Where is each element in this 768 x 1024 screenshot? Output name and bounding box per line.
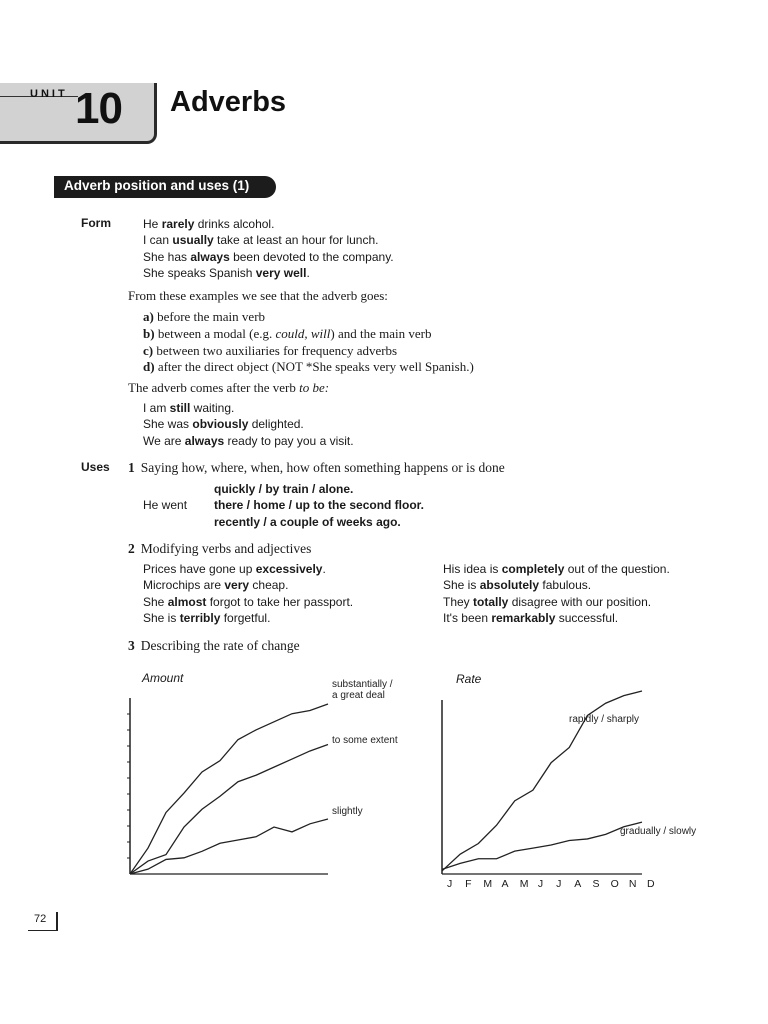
- series-line-1: [442, 822, 642, 869]
- use-heading-2: 2 Modifying verbs and adjectives: [128, 541, 312, 556]
- month-tick-label: M: [519, 878, 530, 890]
- month-tick-label: S: [592, 878, 601, 890]
- month-tick-label: N: [628, 878, 638, 890]
- option-line: quickly / by train / alone.: [214, 482, 354, 496]
- form-examples: [143, 216, 394, 281]
- month-tick-label: O: [610, 878, 620, 890]
- month-tick-label: D: [647, 878, 656, 890]
- example-line: It's been remarkably successful.: [443, 610, 619, 625]
- series-label-gradually: gradually / slowly: [620, 826, 697, 837]
- unit-number: 10: [75, 84, 122, 133]
- page-number: 72: [34, 913, 47, 925]
- he-went: He went: [143, 498, 188, 512]
- section-title: Adverb position and uses (1): [64, 178, 250, 193]
- series-label-rapidly: rapidly / sharply: [569, 714, 640, 725]
- example-line: He rarely drinks alcohol.: [143, 217, 275, 231]
- amount-chart: [126, 688, 336, 880]
- rule-list: [143, 309, 474, 376]
- example-line: She speaks Spanish very well.: [143, 265, 310, 280]
- series-line-2: [130, 819, 328, 874]
- unit-label: UNIT: [30, 88, 68, 100]
- example-line: She was obviously delighted.: [143, 417, 304, 432]
- use-heading-1: 1 Saying how, where, when, how often something happens or is done: [128, 460, 505, 475]
- form-intro: From these examples we see that the adverb goes:: [128, 288, 388, 303]
- example-line: I am still waiting.: [143, 401, 235, 415]
- option-line: recently / a couple of weeks ago.: [214, 514, 401, 529]
- uses-label: Uses: [81, 460, 110, 474]
- rate-chart-title: Rate: [456, 672, 482, 686]
- rule-item: d) after the direct object (NOT *She speaks very well Spanish.): [143, 359, 474, 375]
- month-tick-label: J: [447, 878, 454, 890]
- example-line: She almost forgot to take her passport.: [143, 594, 354, 609]
- use1-options: [214, 481, 424, 530]
- month-tick-label: J: [556, 878, 563, 890]
- rule-item: c) between two auxiliaries for frequency adverbs: [143, 342, 398, 358]
- month-tick-label: A: [501, 878, 510, 890]
- amount-chart-title: Amount: [142, 671, 184, 685]
- month-axis: [446, 878, 656, 894]
- example-line: I can usually take at least an hour for lunch.: [143, 233, 379, 248]
- series-label-substantially: substantially / a great deal: [332, 679, 393, 701]
- rule-item: b) between a modal (e.g. could, will) and the main verb: [143, 325, 432, 341]
- example-line: She is terribly forgetful.: [143, 610, 271, 625]
- month-tick-label: A: [574, 878, 583, 890]
- example-line: His idea is completely out of the question.: [443, 562, 670, 576]
- month-tick-label: M: [483, 878, 494, 890]
- series-line-1: [130, 744, 328, 874]
- series-label-slightly: slightly: [332, 806, 363, 817]
- be-intro: The adverb comes after the verb to be:: [128, 380, 330, 395]
- use2-left-examples: [143, 561, 353, 626]
- month-tick-label: F: [465, 878, 473, 890]
- series-label-some-extent: to some extent: [332, 735, 398, 746]
- form-label: Form: [81, 216, 111, 230]
- example-line: She is absolutely fabulous.: [443, 578, 592, 593]
- be-examples: [143, 400, 354, 449]
- use2-right-examples: [443, 561, 670, 626]
- example-line: She has always been devoted to the company.: [143, 249, 394, 264]
- example-line: They totally disagree with our position.: [443, 594, 652, 609]
- use-heading-3: 3 Describing the rate of change: [128, 638, 300, 653]
- rule-item: a) before the main verb: [143, 309, 266, 324]
- option-line: there / home / up to the second floor.: [214, 498, 425, 513]
- month-tick-label: J: [537, 878, 545, 890]
- example-line: Microchips are very cheap.: [143, 578, 289, 593]
- page-title: Adverbs: [170, 86, 287, 118]
- example-line: We are always ready to pay you a visit.: [143, 433, 354, 448]
- example-line: Prices have gone up excessively.: [143, 562, 326, 576]
